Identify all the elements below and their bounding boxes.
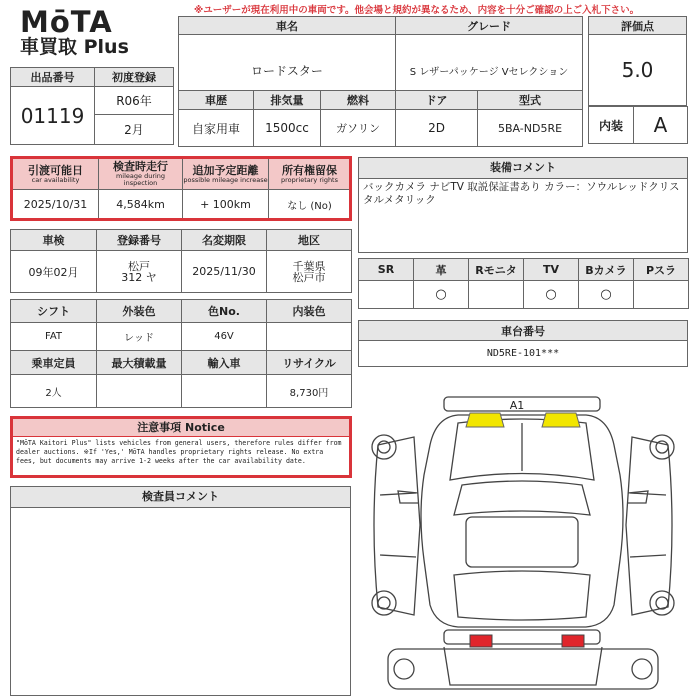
listing-table [10, 67, 174, 145]
first-registration-month: 2月 [95, 115, 174, 145]
damage-mark-rear-left [470, 635, 492, 647]
exterior-color: レッド [97, 323, 182, 351]
recycle-label: リサイクル [267, 351, 352, 375]
mileage-increase-label: 追加予定距離 possible mileage increase [183, 159, 269, 190]
score-label: 評価点 [589, 17, 687, 35]
delivery-date-label: 引渡可能日 car availability [13, 159, 99, 190]
max-load [97, 375, 182, 408]
model-label: 型式 [478, 91, 583, 110]
interior-label: 内装 [589, 107, 634, 144]
left-side-outline [374, 437, 420, 615]
import-label: 輸入車 [182, 351, 267, 375]
history: 自家用車 [179, 110, 254, 147]
model: 5BA-ND5RE [478, 110, 583, 147]
damage-mark-rear-right [562, 635, 584, 647]
inspector-comment-text [11, 508, 350, 516]
specs-table [178, 90, 583, 147]
inspector-comment-title: 検査員コメント [11, 487, 350, 508]
inspection-date: 09年02月 [11, 251, 97, 293]
damage-mark-front-right [542, 413, 580, 427]
proprietary-rights-label: 所有権留保 proprietary rights [269, 159, 351, 190]
fuel: ガソリン [321, 110, 396, 147]
max-load-label: 最大積載量 [97, 351, 182, 375]
capacity: 2人 [11, 375, 97, 408]
trunk-outline [454, 571, 590, 620]
right-side-outline [626, 437, 672, 615]
user-vehicle-notice: ※ユーザーが現在利用中の車両です。他会場と規約が異なるため、内容を十分ご確認の上ご入札下さい。 [194, 5, 640, 16]
chassis-number: ND5RE-101*** [359, 341, 688, 367]
displacement-label: 排気量 [254, 91, 321, 110]
exterior-color-label: 外装色 [97, 300, 182, 323]
name-change-deadline: 2025/11/30 [182, 251, 267, 293]
doors: 2D [396, 110, 478, 147]
feature-value [469, 281, 524, 309]
doors-label: ドア [396, 91, 478, 110]
shift: FAT [11, 323, 97, 351]
details-table [10, 299, 352, 408]
chassis-table [358, 320, 688, 367]
wheel-front-left [372, 435, 396, 459]
logo-subtitle: 車買取 Plus [20, 36, 129, 58]
shift-label: シフト [11, 300, 97, 323]
color-number: 46V [182, 323, 267, 351]
car-name: ロードスター [179, 35, 396, 106]
displacement: 1500cc [254, 110, 321, 147]
interior-color-label: 内装色 [267, 300, 352, 323]
logo-wordmark: MōTA [20, 5, 113, 39]
notice-text: "MōTA Kaitori Plus" lists vehicles from general users, therefore rules differ from dealer auctions. ※If 'Yes,' MōTA handles proprietary rights release. No extra fees, but documents may arrive 1-2 weeks after the car availability date. [16, 439, 342, 465]
equipment-comment-box [358, 157, 688, 253]
grade-label: グレード [396, 17, 583, 35]
area: 千葉県 松戸市 [267, 251, 352, 293]
inspector-comment-box [10, 486, 351, 696]
feature-label: SR [359, 259, 414, 281]
capacity-label: 乗車定員 [11, 351, 97, 375]
feature-value [359, 281, 414, 309]
mileage-label: 検査時走行 mileage during inspection [99, 159, 183, 190]
score-value: 5.0 [589, 35, 687, 106]
notice-box [10, 416, 352, 478]
feature-label: TV [524, 259, 579, 281]
name-change-label: 名変期限 [182, 230, 267, 251]
feature-value: ○ [524, 281, 579, 309]
first-registration-label: 初度登録 [95, 68, 174, 87]
feature-value: ○ [414, 281, 469, 309]
feature-label: 革 [414, 259, 469, 281]
listing-number-label: 出品番号 [11, 68, 95, 87]
mileage: 4,584km [99, 190, 183, 220]
notice-title: 注意事項 Notice [13, 419, 349, 437]
underbody-outline [388, 649, 658, 689]
grade: S レザーパッケージ Vセレクション [396, 35, 583, 106]
feature-label: Rモニタ [469, 259, 524, 281]
registration-plate: 松戸 312 ヤ [97, 251, 182, 293]
registration-table [10, 229, 352, 293]
feature-label: Bカメラ [579, 259, 634, 281]
equipment-comment-title: 装備コメント [359, 158, 687, 179]
availability-frame [10, 156, 352, 221]
inspection-label: 車検 [11, 230, 97, 251]
interior-grade-table [588, 106, 688, 144]
cabin-outline [466, 517, 578, 567]
feature-value: ○ [579, 281, 634, 309]
fuel-label: 燃料 [321, 91, 396, 110]
damage-mark-front [466, 413, 504, 427]
wheel-rear-right [650, 591, 674, 615]
equipment-comment-text: バックカメラ ナビTV 取説保証書あり カラー：ソウルレッドクリスタルメタリック [363, 181, 680, 206]
mileage-increase: + 100km [183, 190, 269, 220]
damage-mark-label: A1 [509, 399, 525, 412]
score-table [588, 16, 687, 106]
chassis-label: 車台番号 [359, 321, 688, 341]
interior-value: A [634, 107, 688, 144]
wheel-front-right [650, 435, 674, 459]
proprietary-rights: なし (No) [269, 190, 351, 220]
area-label: 地区 [267, 230, 352, 251]
recycle-fee: 8,730円 [267, 375, 352, 408]
windshield-outline [454, 481, 590, 515]
interior-color [267, 323, 352, 351]
history-label: 車歴 [179, 91, 254, 110]
import-car [182, 375, 267, 408]
first-registration-year: R06年 [95, 87, 174, 115]
feature-label: Pスラ [634, 259, 689, 281]
car-damage-diagram [358, 385, 688, 697]
listing-number: 01119 [11, 87, 95, 145]
feature-value [634, 281, 689, 309]
mota-logo [20, 5, 180, 58]
wheel-rear-left [372, 591, 396, 615]
car-name-label: 車名 [179, 17, 396, 35]
plate-label: 登録番号 [97, 230, 182, 251]
color-number-label: 色No. [182, 300, 267, 323]
delivery-date: 2025/10/31 [13, 190, 99, 220]
features-table [358, 258, 689, 309]
